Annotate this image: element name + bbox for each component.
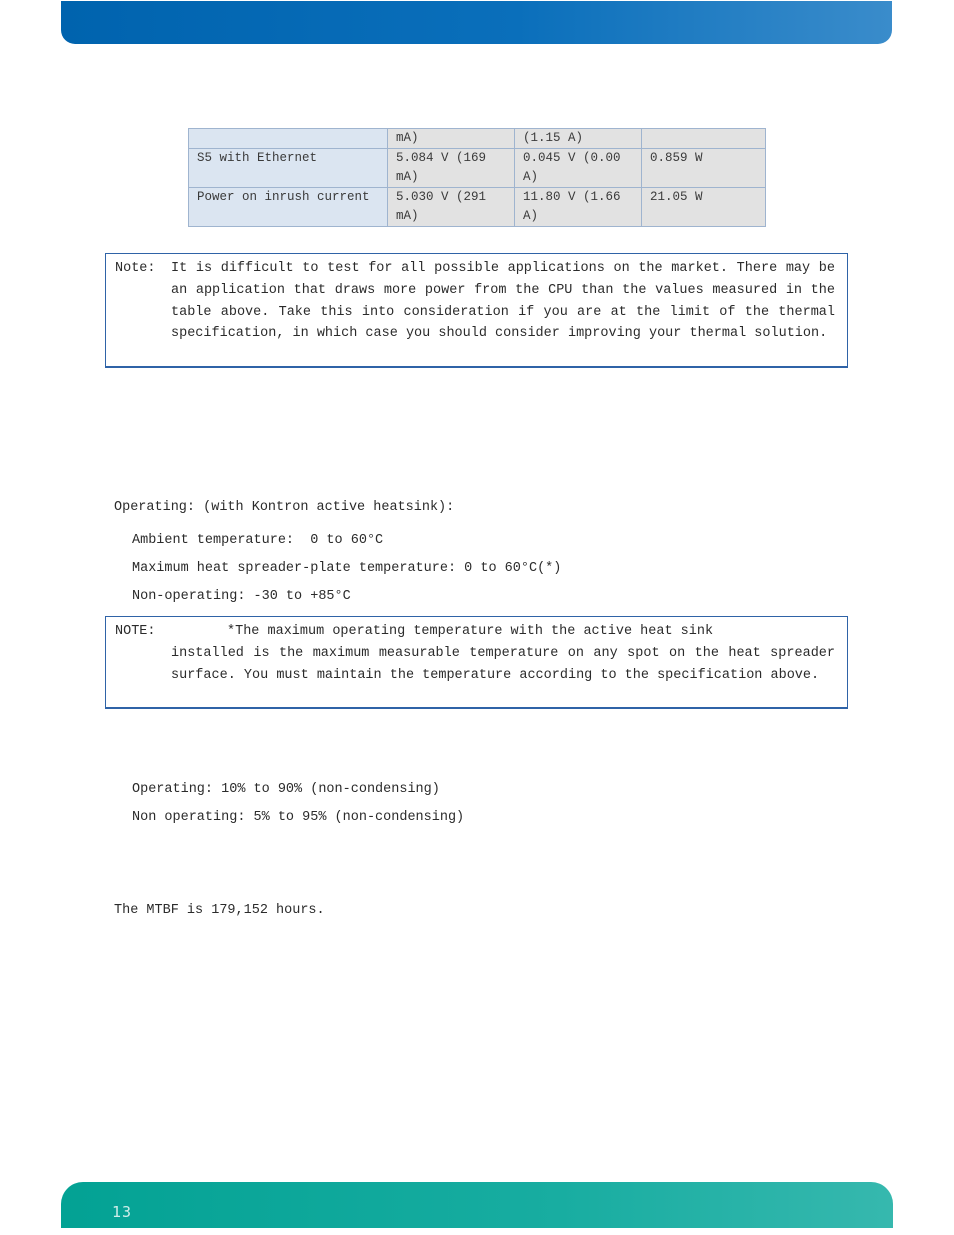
note-box-temperature xyxy=(105,616,848,709)
table-cell xyxy=(189,129,388,149)
table-cell: 11.80 V (1.66 A) xyxy=(515,188,642,227)
table-cell: 21.05 W xyxy=(642,188,766,227)
note-first-line: *The maximum operating temperature with the active heat sink xyxy=(227,624,714,639)
mtbf-text: The MTBF is 179,152 hours. xyxy=(114,903,325,918)
power-table xyxy=(188,128,766,227)
table-cell xyxy=(642,129,766,149)
temperature-intro: Operating: (with Kontron active heatsink): xyxy=(114,500,455,515)
table-cell: 5.084 V (169 mA) xyxy=(388,149,515,188)
header-bar xyxy=(61,1,892,44)
spreader-temperature: Maximum heat spreader-plate temperature: 0 to 60°C(*) xyxy=(132,561,562,576)
non-operating-temperature: Non-operating: -30 to +85°C xyxy=(132,589,351,604)
footer-bar xyxy=(61,1182,893,1228)
humidity-operating: Operating: 10% to 90% (non-condensing) xyxy=(132,782,440,797)
table-row xyxy=(189,188,766,227)
humidity-non-operating: Non operating: 5% to 95% (non-condensing) xyxy=(132,810,465,825)
table-cell: 0.045 V (0.00 A) xyxy=(515,149,642,188)
table-row xyxy=(189,149,766,188)
table-cell: S5 with Ethernet xyxy=(189,149,388,188)
table-row xyxy=(189,129,766,149)
note-text: installed is the maximum measurable temperature on any spot on the heat spreader surface. You must maintain the temperature according to the specification above. xyxy=(171,645,835,683)
note-box-power xyxy=(105,253,848,368)
page-number: 13 xyxy=(112,1203,133,1221)
table-cell: (1.15 A) xyxy=(515,129,642,149)
table-cell: 0.859 W xyxy=(642,149,766,188)
note-text: It is difficult to test for all possible applications on the market. There may be an application that draws more power from the CPU than the values measured in the table above. Take this into consideration if you are at the limit of the thermal specification, in which case you should consider improving your thermal solution. xyxy=(171,261,835,342)
note-label: Note: xyxy=(115,261,156,276)
ambient-temperature: Ambient temperature: 0 to 60°C xyxy=(132,533,384,548)
table-cell: mA) xyxy=(388,129,515,149)
note-label: NOTE: xyxy=(115,624,156,639)
table-cell: 5.030 V (291 mA) xyxy=(388,188,515,227)
table-cell: Power on inrush current xyxy=(189,188,388,227)
